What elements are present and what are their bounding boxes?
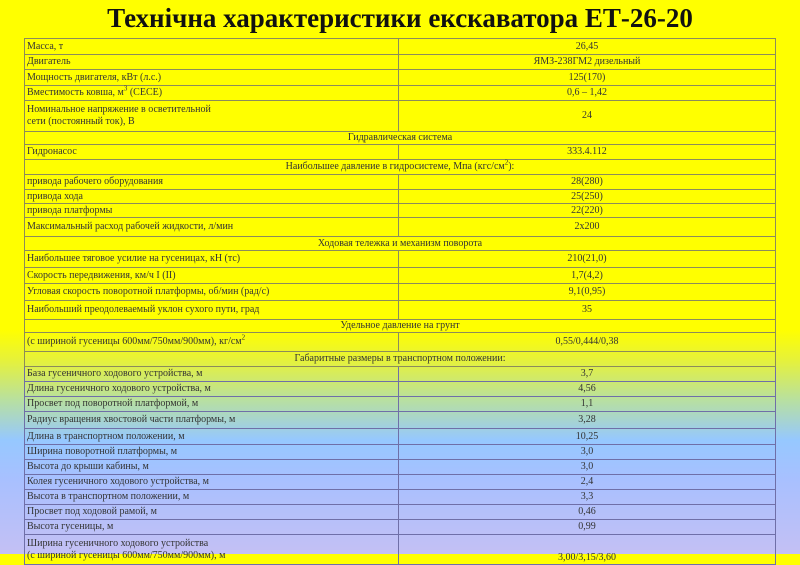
table-row	[25, 475, 776, 490]
superscript: 2	[241, 333, 246, 342]
table-row	[25, 301, 776, 320]
value-cell	[399, 218, 776, 237]
param-cell	[25, 429, 399, 445]
param-cell	[25, 218, 399, 237]
param-value: ЯМЗ-238ГМ2 дизельный	[533, 56, 641, 67]
value-cell	[399, 475, 776, 490]
param-cell	[25, 86, 399, 101]
table-row	[25, 86, 776, 101]
value-cell	[399, 382, 776, 397]
param-value: 2,4	[580, 476, 594, 487]
row-label: Длина гусеничного ходового устройства, м	[27, 383, 211, 394]
value-cell	[399, 101, 776, 132]
row-label: Ширина гусеничного ходового устройства	[27, 537, 209, 549]
table-row	[25, 190, 776, 204]
value-cell	[399, 429, 776, 445]
param-cell	[25, 333, 399, 352]
value-cell	[399, 333, 776, 352]
row-label: Ходовая тележка и механизм поворота	[317, 237, 483, 249]
value-cell	[399, 367, 776, 382]
row-label-line2: сети (постоянный ток), В	[27, 116, 135, 127]
table-row	[25, 460, 776, 475]
param-value: 1,7(4,2)	[571, 269, 603, 281]
param-value: 35	[582, 304, 592, 315]
param-cell	[25, 284, 399, 301]
row-label: Длина в транспортном положении, м	[27, 430, 185, 442]
row-label: Максимальный расход рабочей жидкости, л/мин	[27, 221, 234, 232]
row-label: Наибольшее тяговое усилие на гусеницах, кН (тс)	[27, 253, 241, 264]
value-cell	[399, 251, 776, 268]
table-row	[25, 145, 776, 160]
table-row	[25, 520, 776, 535]
value-cell	[399, 520, 776, 535]
specs-table	[24, 38, 776, 565]
param-cell	[25, 268, 399, 284]
param-value: 3,0	[580, 446, 594, 457]
table-row	[25, 39, 776, 55]
value-cell	[399, 204, 776, 218]
param-cell	[25, 39, 399, 55]
param-cell	[25, 70, 399, 86]
table-row	[25, 490, 776, 505]
param-value: 28(280)	[571, 176, 603, 187]
param-value: 9,1(0,95)	[568, 286, 606, 297]
param-cell	[25, 412, 399, 429]
param-value: 0,55/0,444/0,38	[555, 336, 619, 347]
value-cell	[399, 445, 776, 460]
value-cell	[399, 86, 776, 101]
value-cell	[399, 39, 776, 55]
param-cell	[25, 460, 399, 475]
table-row	[25, 55, 776, 70]
value-cell	[399, 301, 776, 320]
value-cell	[399, 412, 776, 429]
superscript: 3	[123, 84, 128, 93]
param-value: 0,99	[578, 521, 596, 532]
param-value: 10,25	[575, 430, 599, 442]
row-label-suffix: ):	[508, 161, 515, 172]
row-label: (с шириной гусеницы 600мм/750мм/900мм), кг/см	[27, 336, 242, 347]
value-cell	[399, 284, 776, 301]
table-row	[25, 175, 776, 190]
value-cell	[399, 175, 776, 190]
row-label: Номинальное напряжение в осветительной	[27, 104, 211, 115]
section-header-row	[25, 320, 776, 333]
row-label: привода рабочего оборудования	[27, 176, 163, 187]
param-cell	[25, 251, 399, 268]
table-row	[25, 445, 776, 460]
value-cell	[399, 490, 776, 505]
param-cell	[25, 175, 399, 190]
param-value: 26,45	[575, 40, 599, 52]
param-value: 210(21,0)	[567, 253, 607, 264]
param-cell	[25, 204, 399, 218]
table-row	[25, 429, 776, 445]
section-header-row	[25, 160, 776, 175]
param-cell	[25, 445, 399, 460]
value-cell	[399, 397, 776, 412]
param-value: 0,46	[578, 506, 596, 517]
row-label: Мощность двигателя, кВт (л.с.)	[27, 71, 162, 83]
row-label: привода хода	[27, 190, 83, 202]
param-value: 1,1	[580, 398, 594, 409]
param-cell	[25, 520, 399, 535]
row-label: Гидронасос	[27, 146, 77, 157]
table-row	[25, 505, 776, 520]
param-value: 3,00/3,15/3,60	[557, 552, 617, 563]
row-label-line2: (с шириной гусеницы 600мм/750мм/900мм), м	[27, 549, 226, 561]
param-cell	[25, 505, 399, 520]
param-cell	[25, 397, 399, 412]
row-label: Скорость передвижения, км/ч I (II)	[27, 269, 176, 281]
section-header	[25, 160, 776, 175]
table-row	[25, 397, 776, 412]
table-row	[25, 251, 776, 268]
value-cell	[399, 505, 776, 520]
row-label-suffix: (СЕСЕ)	[127, 87, 163, 98]
table-row	[25, 382, 776, 397]
value-cell	[399, 268, 776, 284]
value-cell	[399, 70, 776, 86]
table-row	[25, 101, 776, 132]
param-value: 4,56	[578, 383, 596, 394]
param-cell	[25, 190, 399, 204]
section-header	[25, 352, 776, 367]
param-value: 3,0	[580, 461, 594, 472]
section-header	[25, 237, 776, 251]
row-label: Масса, т	[27, 40, 64, 52]
param-value: 25(250)	[571, 190, 603, 202]
param-cell	[25, 535, 399, 565]
row-label: Угловая скорость поворотной платформы, об/мин (рад/с)	[27, 286, 270, 297]
table-row	[25, 284, 776, 301]
param-value: 0,6 – 1,42	[567, 87, 607, 98]
row-label: Двигатель	[27, 56, 71, 67]
table-row	[25, 333, 776, 352]
param-value: 125(170)	[568, 71, 606, 83]
value-cell	[399, 535, 776, 565]
row-label: Ширина поворотной платформы, м	[27, 446, 178, 457]
param-value: 333.4.112	[567, 146, 607, 157]
row-label: Удельное давление на грунт	[340, 320, 460, 331]
value-cell	[399, 55, 776, 70]
row-label: Наибольший преодолеваемый уклон сухого пути, град	[27, 304, 260, 315]
table-row	[25, 412, 776, 429]
param-cell	[25, 301, 399, 320]
row-label: Просвет под поворотной платформой, м	[27, 398, 199, 409]
section-header	[25, 320, 776, 333]
table-row	[25, 204, 776, 218]
param-cell	[25, 101, 399, 132]
row-label: Высота гусеницы, м	[27, 521, 114, 532]
param-cell	[25, 367, 399, 382]
row-label: Высота в транспортном положении, м	[27, 491, 190, 502]
table-row	[25, 535, 776, 565]
section-header-row	[25, 132, 776, 145]
row-label: привода платформы	[27, 204, 113, 216]
param-value: 24	[582, 110, 592, 121]
table-row	[25, 268, 776, 284]
table-row	[25, 367, 776, 382]
page-title: Технічна характеристики екскаватора ЕТ-26-20	[107, 3, 693, 33]
param-cell	[25, 382, 399, 397]
param-value: 22(220)	[571, 204, 603, 216]
row-label: Гидравлическая система	[347, 132, 453, 143]
superscript: 2	[504, 158, 509, 167]
row-label: Просвет под ходовой рамой, м	[27, 506, 157, 517]
row-label: Вместимость ковша, м	[27, 87, 124, 98]
param-value: 3,3	[580, 491, 594, 502]
table-row	[25, 70, 776, 86]
table-row	[25, 218, 776, 237]
section-header-row	[25, 352, 776, 367]
param-cell	[25, 145, 399, 160]
row-label: Наибольшее давление в гидросистеме, Мпа (кгс/см	[285, 161, 505, 172]
value-cell	[399, 190, 776, 204]
param-value: 2х200	[574, 221, 600, 232]
param-value: 3,28	[578, 414, 596, 425]
row-label: Габаритные размеры в транспортном положении:	[294, 353, 506, 364]
row-label: База гусеничного ходового устройства, м	[27, 368, 203, 379]
row-label: Радиус вращения хвостовой части платформы, м	[27, 414, 236, 425]
param-cell	[25, 475, 399, 490]
section-header-row	[25, 237, 776, 251]
param-cell	[25, 55, 399, 70]
row-label: Колея гусеничного ходового устройства, м	[27, 476, 209, 487]
value-cell	[399, 460, 776, 475]
param-value: 3,7	[580, 368, 594, 379]
section-header	[25, 132, 776, 145]
row-label: Высота до крыши кабины, м	[27, 461, 149, 472]
param-cell	[25, 490, 399, 505]
value-cell	[399, 145, 776, 160]
